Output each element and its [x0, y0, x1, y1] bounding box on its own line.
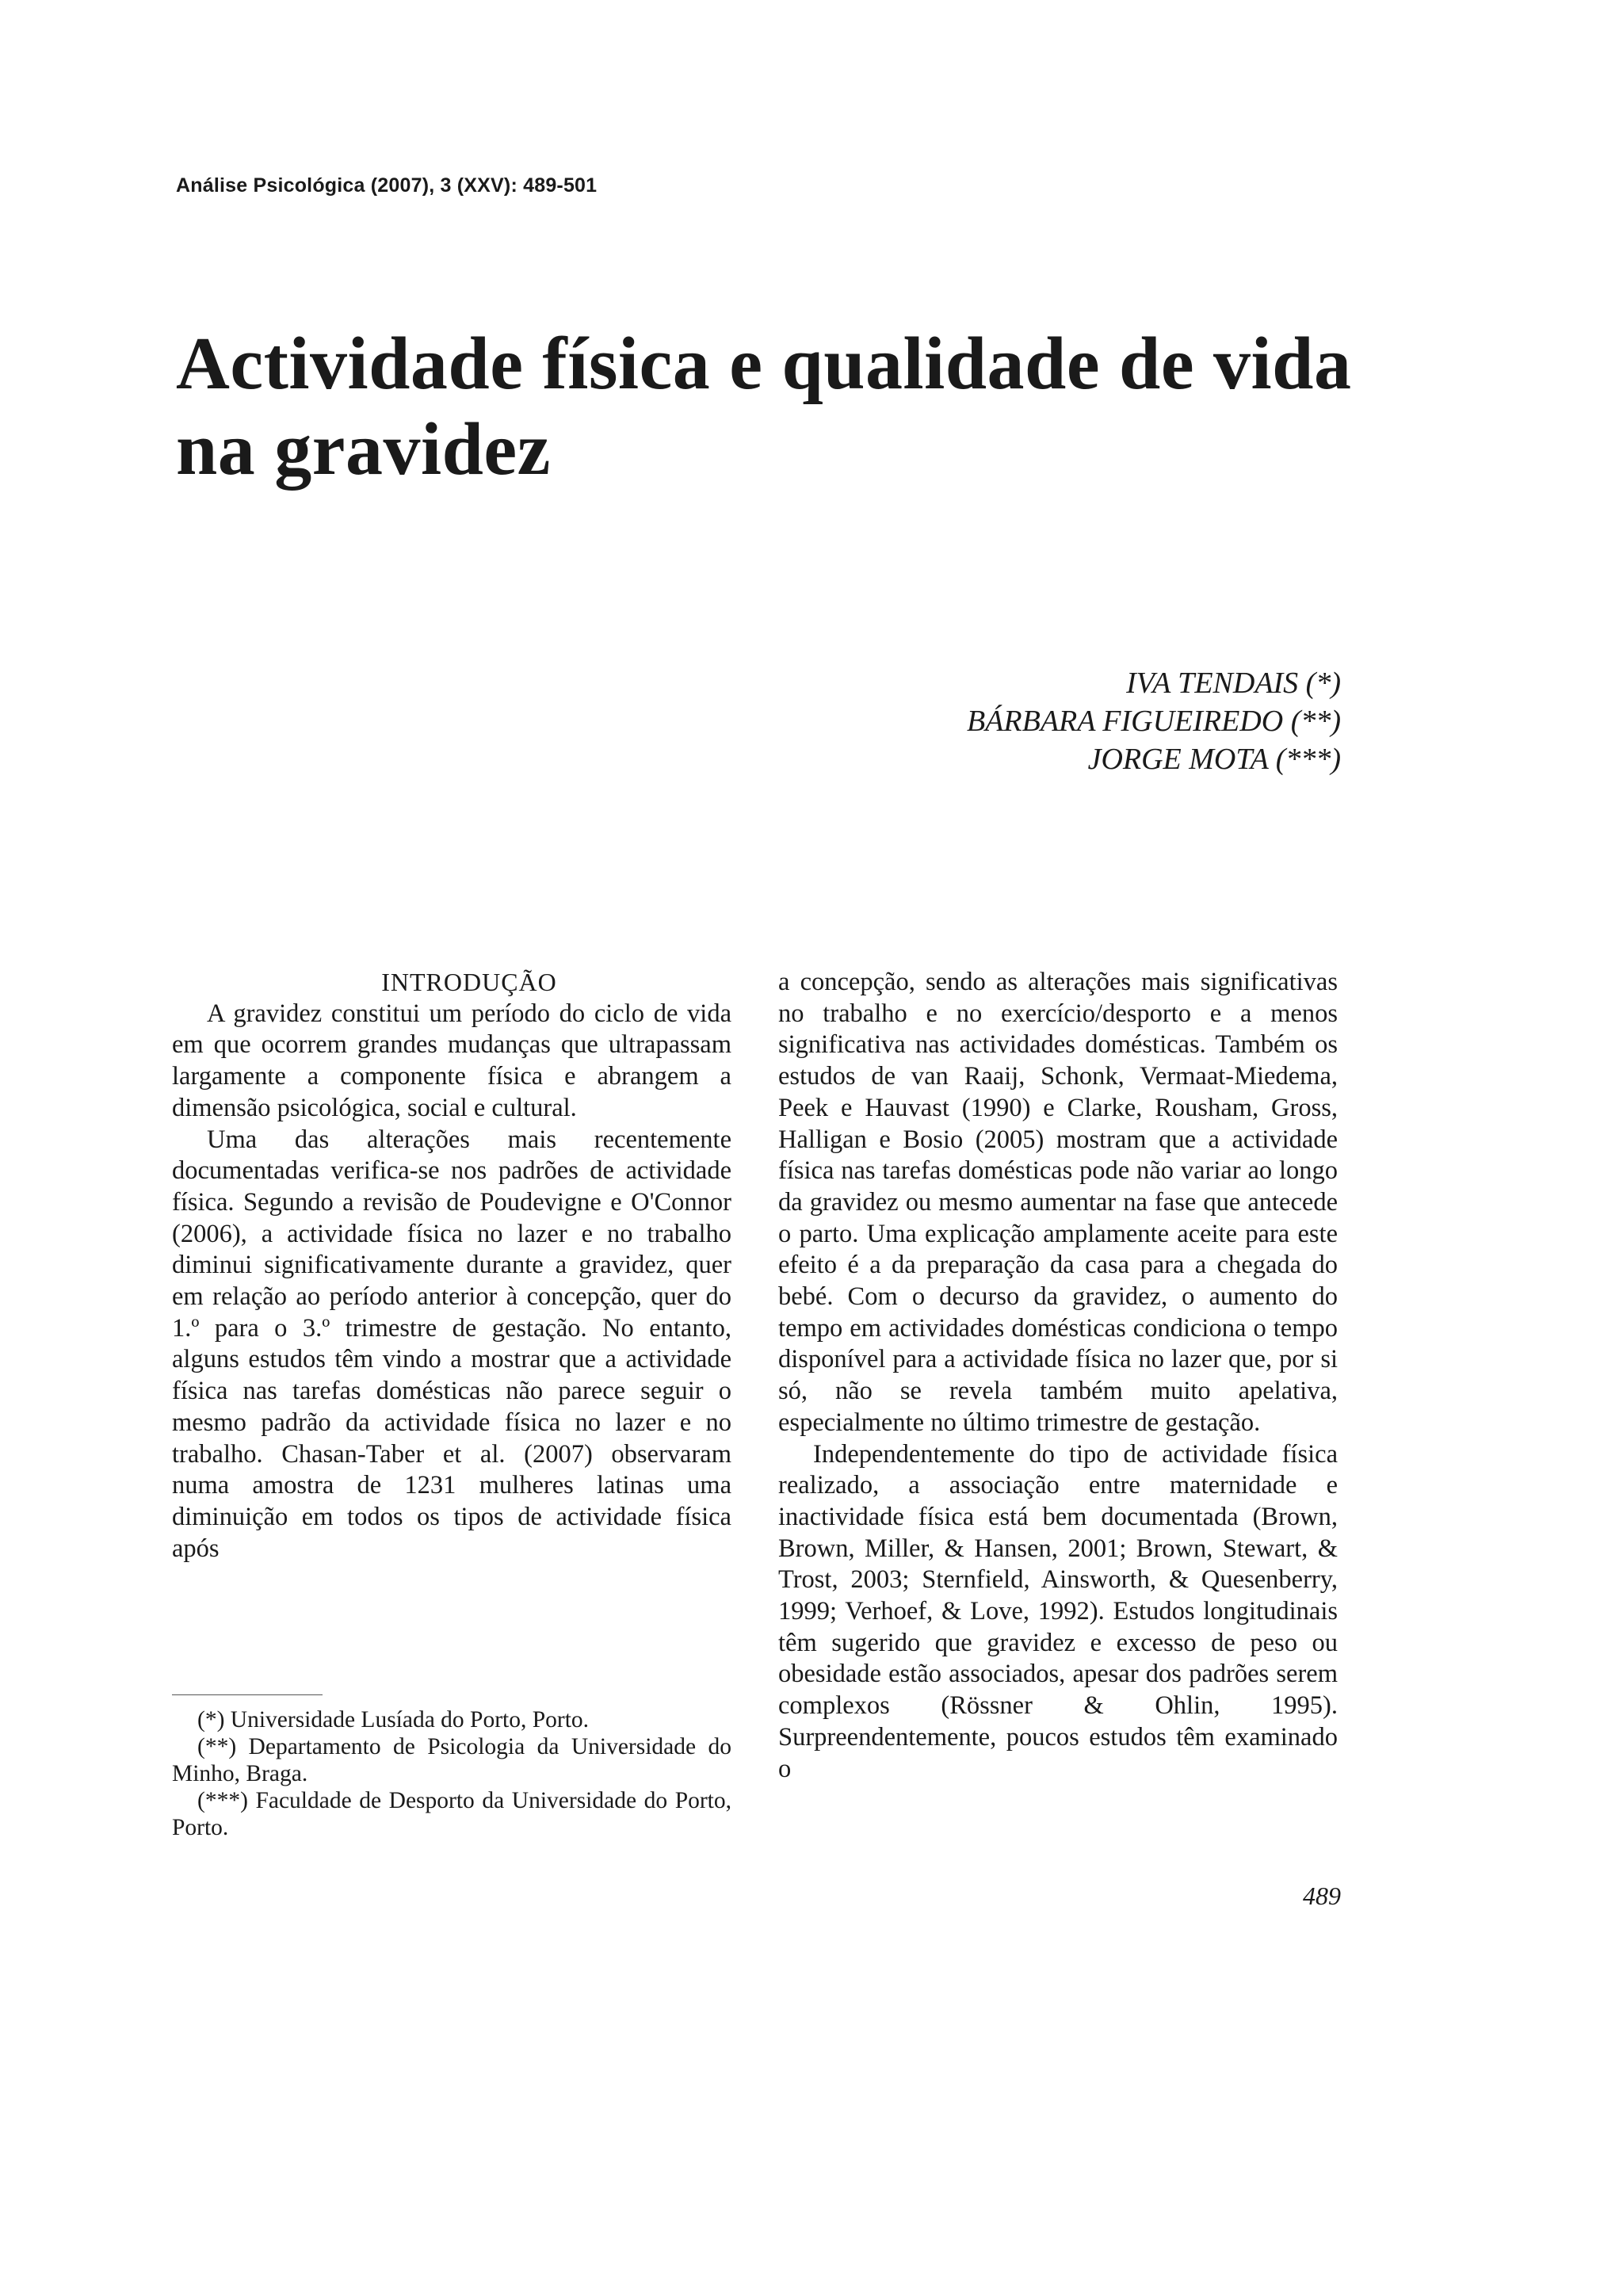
author-3: JORGE MOTA (***): [1087, 743, 1341, 776]
author-1: IVA TENDAIS (*): [1126, 667, 1341, 700]
paragraph: A gravidez constitui um período do ciclo de vida em que ocorrem grandes mudanças que ultrapassam largamente a componente física e abrangem a dimensão psicológica, social e cultural.: [172, 999, 731, 1122]
journal-reference: Análise Psicológica (2007), 3 (XXV): 489-501: [176, 174, 598, 197]
footnote-divider: [172, 1694, 323, 1695]
right-column: [778, 967, 1338, 1785]
footnote: (*) Universidade Lusíada do Porto, Porto.: [197, 1707, 590, 1733]
article-title: Actividade física e qualidade de vida na gravidez: [176, 323, 1352, 491]
author-list: [967, 664, 1341, 778]
author-2: BÁRBARA FIGUEIREDO (**): [966, 705, 1341, 738]
left-column: [172, 967, 731, 1564]
section-heading: INTRODUÇÃO: [381, 968, 557, 996]
paragraph: Uma das alterações mais recentemente documentadas verifica-se nos padrões de actividade física. Segundo a revisão de Poudevigne e O'Connor (2006), a actividade física no lazer e no trabalho diminui significativamente durante a gravidez, quer em relação ao período anterior à concepção, quer do 1.º para o 3.º trimestre de gestação. No entanto, alguns estudos têm vindo a mostrar que a actividade física nas tarefas domésticas não parece seguir o mesmo padrão da actividade física no lazer e no trabalho. Chasan-Taber et al. (2007) observaram numa amostra de 1231 mulheres latinas uma diminuição em todos os tipos de actividade física após: [172, 1125, 731, 1563]
footnote: (**) Departamento de Psicologia da Universidade do Minho, Braga.: [172, 1734, 731, 1786]
footnote: (***) Faculdade de Desporto da Universidade do Porto, Porto.: [172, 1788, 731, 1840]
page-number: 489: [1303, 1881, 1341, 1910]
footnotes: [172, 1706, 731, 1841]
paragraph: a concepção, sendo as alterações mais significativas no trabalho e no exercício/desporto e a menos significativa nas actividades domésticas. Também os estudos de van Raaij, Schonk, Vermaat-Miedema, Peek e Hauvast (1990) e Clarke, Rousham, Gross, Halligan e Bosio (2005) mostram que a actividade física nas tarefas domésticas pode não variar ao longo da gravidez ou mesmo aumentar na fase que antecede o parto. Uma explicação amplamente aceite para este efeito é a da preparação da casa para a chegada do bebé. Com o decurso da gravidez, o aumento do tempo em actividades domésticas condiciona o tempo disponível para a actividade física no lazer que, por si só, não se revela também muito apelativa, especialmente no último trimestre de gestação.: [778, 968, 1338, 1437]
paragraph: Independentemente do tipo de actividade física realizado, a associação entre maternidade e inactividade física está bem documentada (Brown, Brown, Miller, & Hansen, 2001; Brown, Stewart, & Trost, 2003; Sternfield, Ainsworth, & Quesenberry, 1999; Verhoef, & Love, 1992). Estudos longitudinais têm sugerido que gravidez e excesso de peso ou obesidade estão associados, apesar dos padrões serem complexos (Rössner & Ohlin, 1995). Surpreendentemente, poucos estudos têm examinado o: [778, 1439, 1338, 1783]
